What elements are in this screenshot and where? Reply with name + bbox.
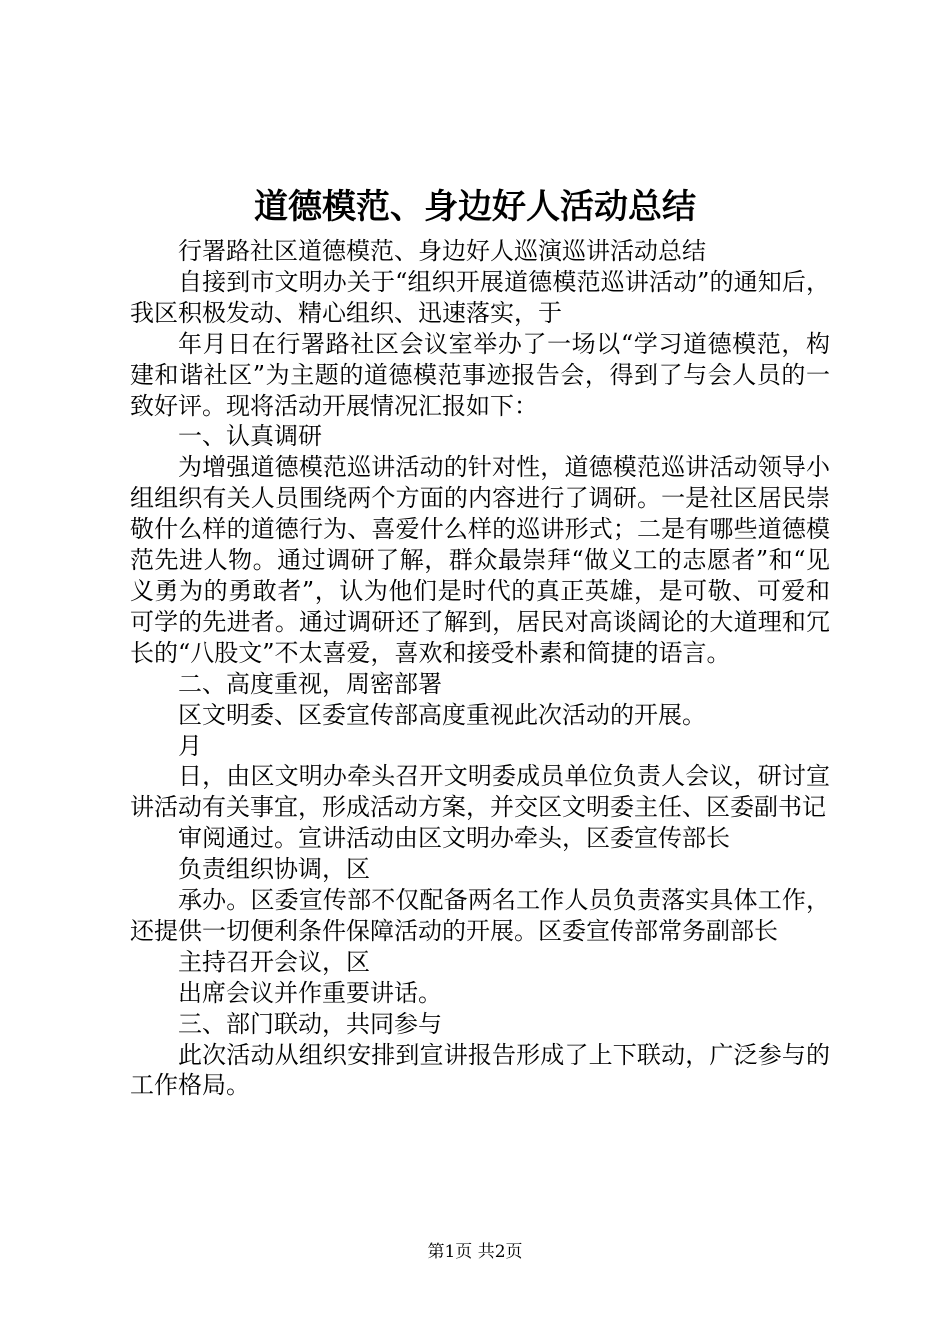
paragraph: 区文明委、区委宣传部高度重视此次活动的开展。 bbox=[178, 700, 706, 729]
paragraph: 此次活动从组织安排到宣讲报告形成了上下联动，广泛参与的工作格局。 bbox=[130, 1040, 830, 1100]
paragraph: 负责组织协调，区 bbox=[178, 855, 370, 884]
page-number-footer: 第1页 共2页 bbox=[427, 1242, 523, 1262]
paragraph: 月 bbox=[178, 731, 202, 760]
paragraph: 自接到市文明办关于“组织开展道德模范巡讲活动”的通知后，我区积极发动、精心组织、迅速落实，于 bbox=[130, 267, 830, 327]
section-heading: 三、部门联动，共同参与 bbox=[178, 1009, 442, 1038]
paragraph: 年月日在行署路社区会议室举办了一场以“学习道德模范，构建和谐社区”为主题的道德模范事迹报告会，得到了与会人员的一致好评。现将活动开展情况汇报如下： bbox=[130, 329, 830, 420]
paragraph: 行署路社区道德模范、身边好人巡演巡讲活动总结 bbox=[178, 237, 706, 265]
paragraph: 为增强道德模范巡讲活动的针对性，道德模范巡讲活动领导小组组织有关人员围绕两个方面的内容进行了调研。一是社区居民崇敬什么样的道德行为、喜爱什么样的巡讲形式；二是有哪些道德模范先进人物。通过调研了解，群众最崇拜“做义工的志愿者”和“见义勇为的勇敢者”，认为他们是时代的真正英雄，是可敬、可爱和可学的先进者。通过调研还了解到，居民对高谈阔论的大道理和冗长的“八股文”不太喜爱，喜欢和接受朴素和简捷的语言。 bbox=[130, 453, 830, 667]
paragraph: 主持召开会议，区 bbox=[178, 947, 370, 976]
document-body bbox=[130, 236, 830, 1101]
paragraph: 审阅通过。宣讲活动由区文明办牵头，区委宣传部长 bbox=[178, 824, 730, 853]
document-title: 道德模范、身边好人活动总结 bbox=[254, 187, 696, 227]
section-heading: 二、高度重视，周密部署 bbox=[178, 669, 442, 698]
paragraph: 出席会议并作重要讲话。 bbox=[178, 978, 442, 1007]
section-heading: 一、认真调研 bbox=[178, 422, 322, 451]
paragraph: 承办。区委宣传部不仅配备两名工作人员负责落实具体工作，还提供一切便利条件保障活动的开展。区委宣传部常务副部长 bbox=[130, 886, 830, 945]
paragraph: 日，由区文明办牵头召开文明委成员单位负责人会议，研讨宣讲活动有关事宜，形成活动方案，并交区文明委主任、区委副书记 bbox=[130, 762, 830, 822]
